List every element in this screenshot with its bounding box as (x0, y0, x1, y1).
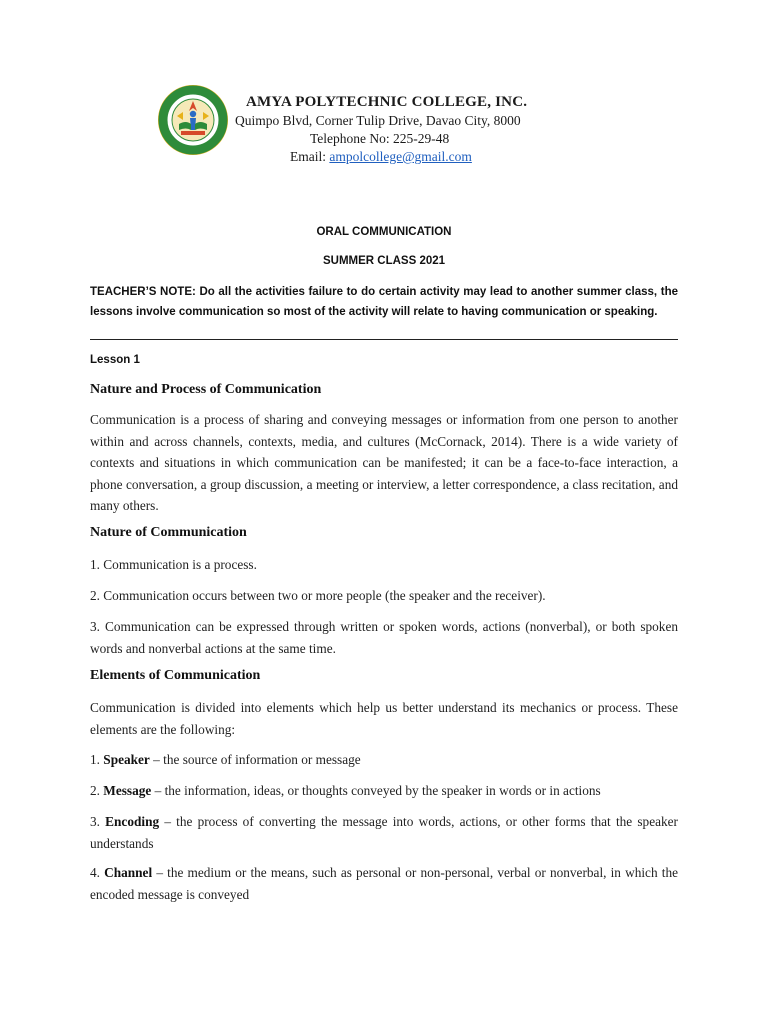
lesson-label: Lesson 1 (90, 354, 140, 366)
element-item (90, 862, 678, 905)
nature-item: 3. Communication can be expressed through written or spoken words, actions (nonverbal), or both spoken words and nonverbal actions at the same time. (90, 619, 678, 656)
element-term: Encoding (105, 814, 160, 829)
college-email-line (290, 149, 472, 165)
college-name: AMYA POLYTECHNIC COLLEGE, INC. (246, 94, 528, 110)
element-number: 2. (90, 783, 104, 798)
college-telephone: Telephone No: 225-29-48 (310, 131, 450, 146)
section-heading-nature: Nature of Communication (90, 525, 247, 540)
element-description: – the medium or the means, such as personal or non-personal, verbal or nonverbal, in which the encoded message is conveyed (90, 865, 678, 902)
elements-intro: Communication is divided into elements which help us better understand its mechanics or process. These elements are the following: (90, 700, 678, 737)
college-seal-logo (157, 84, 229, 156)
element-number: 3. (90, 814, 106, 829)
nature-item: 2. Communication occurs between two or more people (the speaker and the receiver). (90, 588, 546, 603)
intro-paragraph: Communication is a process of sharing and conveying messages or information from one person to another within and across channels, contexts, media, and cultures (McCornack, 2014). There is a wide variety of contexts and situations in which communication can be manifested; it can be a face-to-face interaction, a phone conversation, a group discussion, a meeting or interview, a letter correspondence, a class recitation, and many others. (90, 412, 678, 513)
element-item (90, 811, 678, 854)
element-term: Speaker (103, 752, 150, 767)
teacher-note: TEACHER’S NOTE: Do all the activities failure to do certain activity may lead to another summer class, the lessons involve communication so most of the activity will relate to having communication or speaking. (90, 286, 678, 318)
element-term: Message (103, 783, 152, 798)
element-description: – the process of converting the message into words, actions, or other forms that the speaker understands (90, 814, 678, 851)
element-number: 4. (90, 865, 105, 880)
section-heading-nature-process: Nature and Process of Communication (90, 382, 322, 397)
email-link[interactable]: ampolcollege@gmail.com (329, 149, 472, 164)
element-description: – the source of information or message (149, 752, 361, 767)
element-description: – the information, ideas, or thoughts conveyed by the speaker in words or in actions (151, 783, 601, 798)
document-subtitle: SUMMER CLASS 2021 (322, 255, 446, 267)
element-item (90, 780, 678, 802)
divider (90, 339, 678, 340)
element-term: Channel (104, 865, 153, 880)
element-item (90, 749, 678, 771)
element-number: 1. (90, 752, 104, 767)
document-title: ORAL COMMUNICATION (316, 226, 452, 238)
section-heading-elements: Elements of Communication (90, 668, 261, 683)
nature-item: 1. Communication is a process. (90, 557, 257, 572)
college-address: Quimpo Blvd, Corner Tulip Drive, Davao City, 8000 (235, 113, 521, 128)
email-label: Email: (290, 149, 330, 164)
